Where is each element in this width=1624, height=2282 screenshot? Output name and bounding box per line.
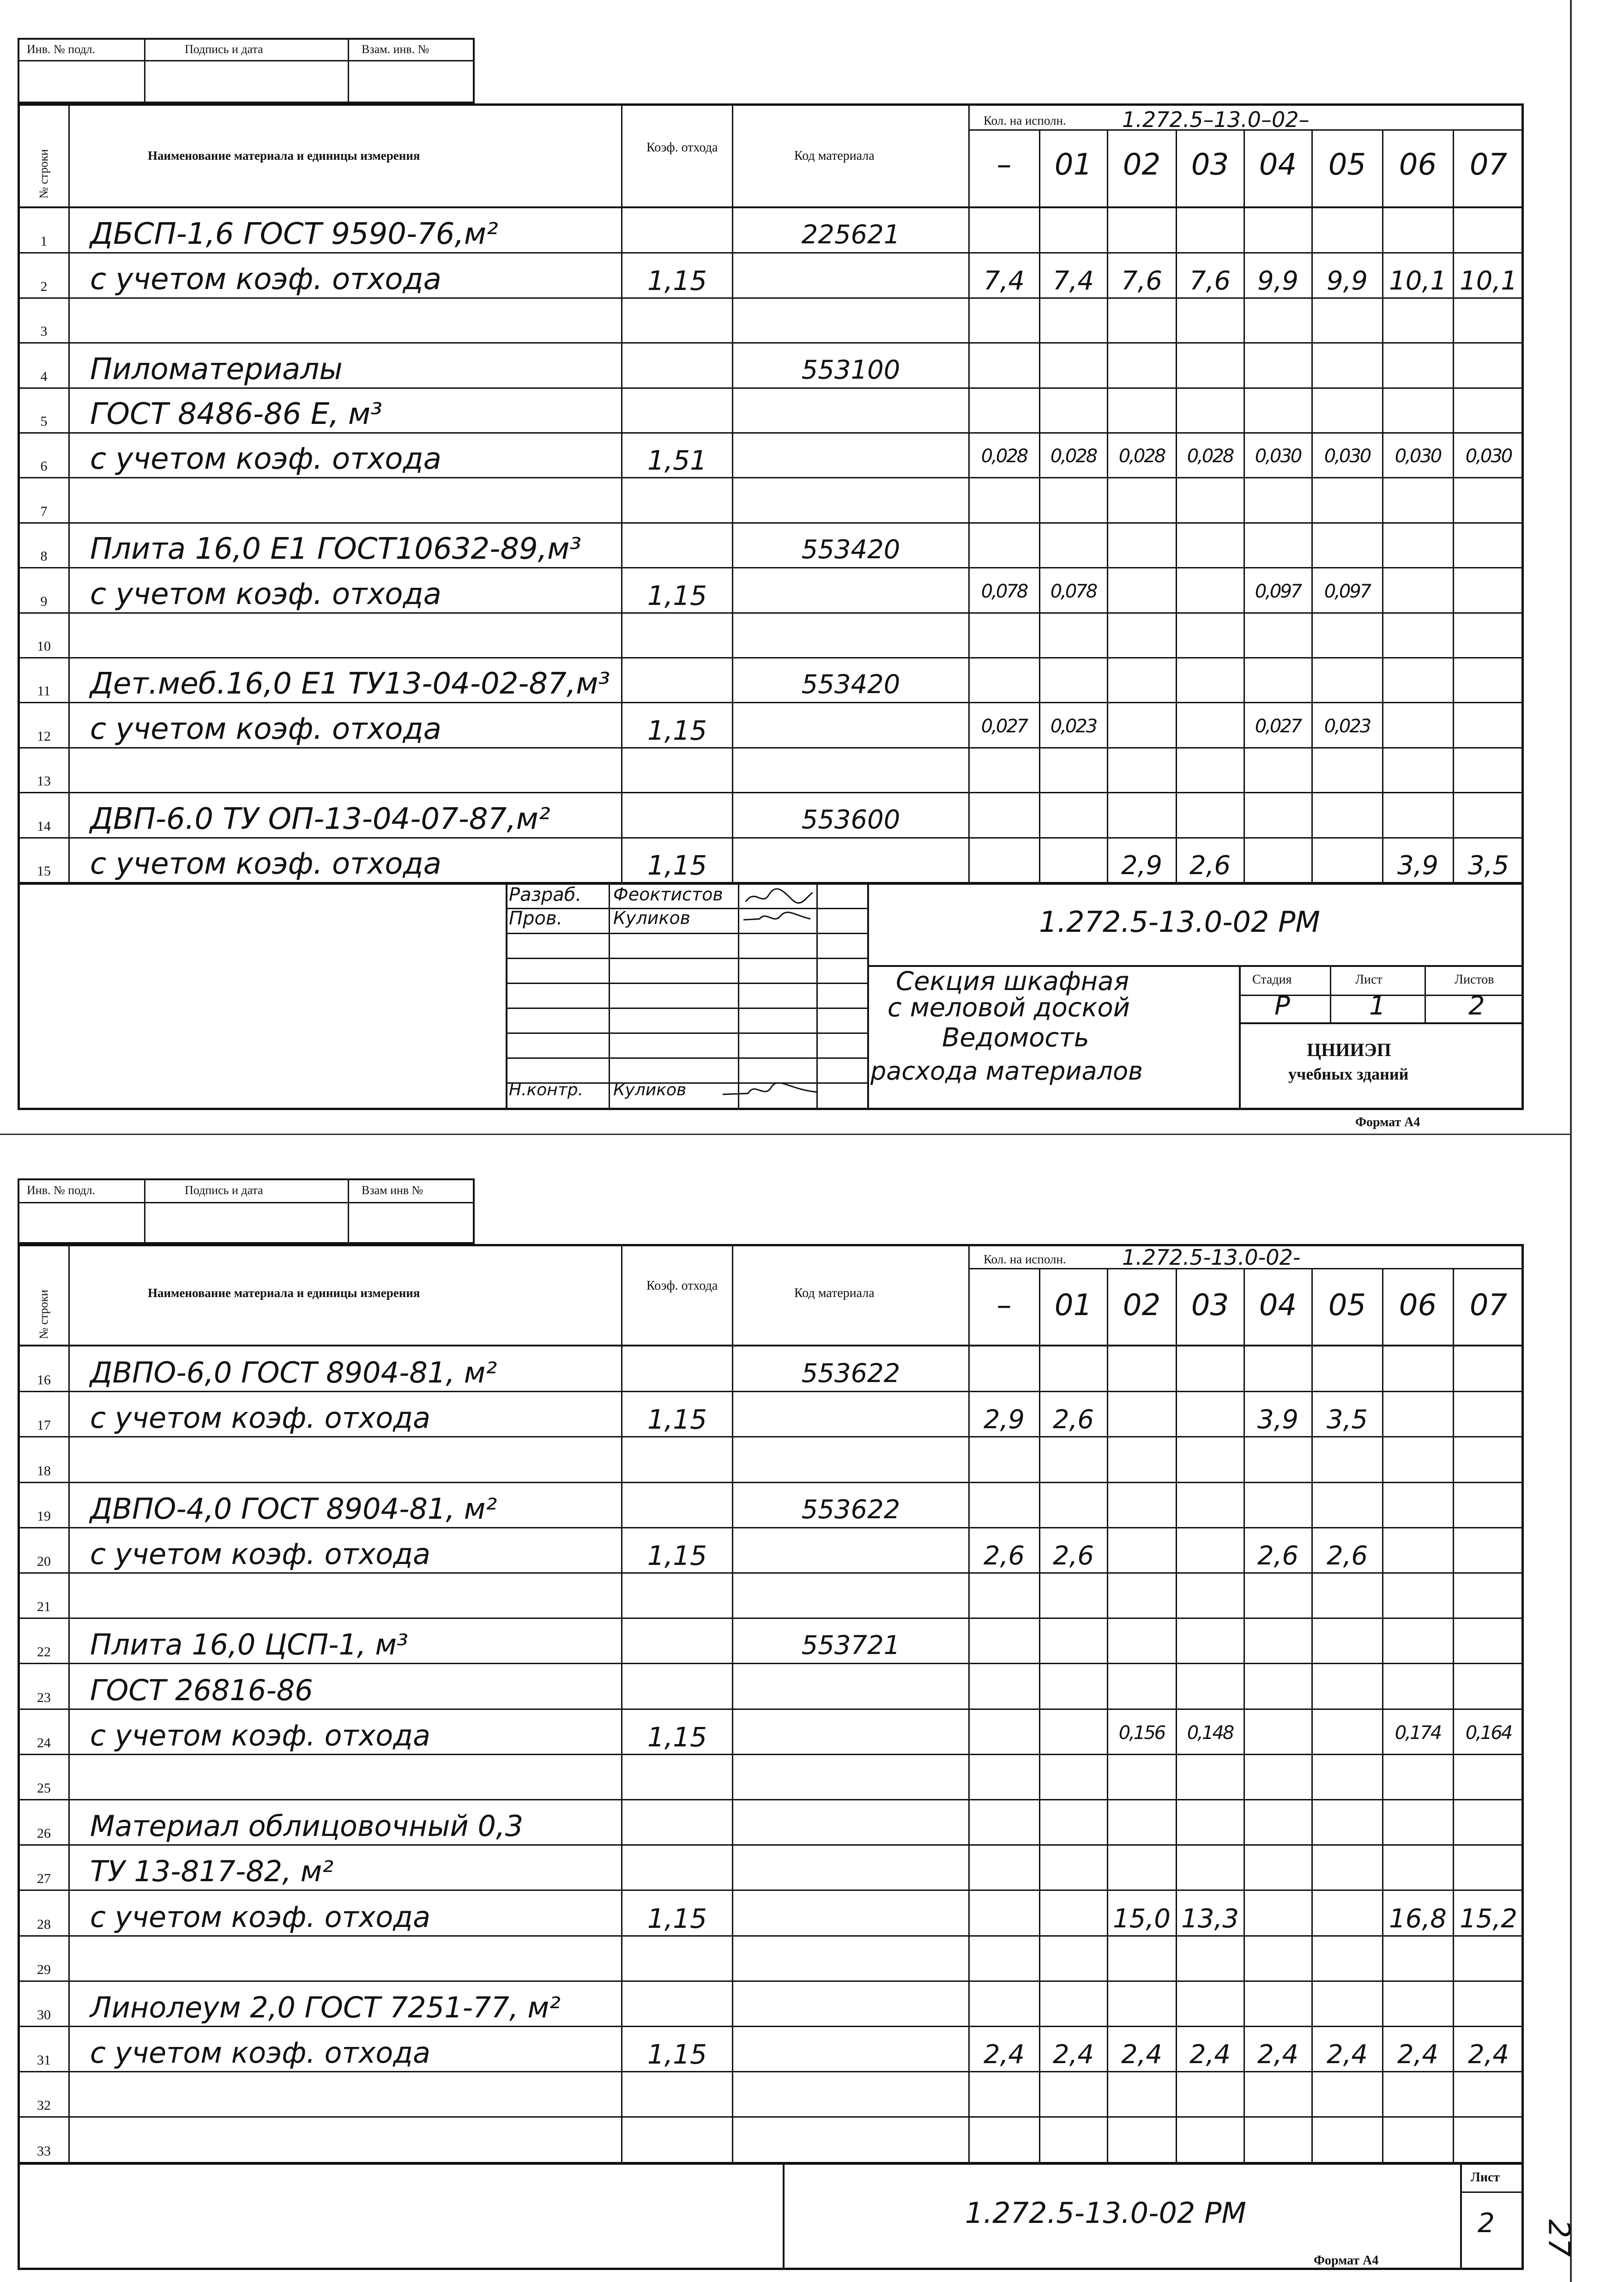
material-name: с учетом коэф. отхода [90, 847, 441, 881]
title-line-4: расхода материалов [870, 1056, 1143, 1086]
material-code: 553622 [801, 1358, 900, 1389]
row-number: 4 [40, 368, 48, 384]
sheets-label: Листов [1455, 972, 1494, 987]
quantity-cell: 0,028 [1050, 446, 1097, 467]
quantity-cell: 2,6 [1052, 1541, 1094, 1571]
waste-coefficient: 1,15 [647, 1902, 707, 1934]
quantity-cell: 7,4 [1052, 266, 1094, 296]
material-code: 553600 [801, 804, 900, 835]
quantity-cell: 9,9 [1257, 266, 1299, 296]
stamp-sign-label: Подпись и дата [185, 42, 263, 56]
row-line [18, 1799, 1524, 1800]
row-number: 5 [40, 414, 48, 429]
quantity-cell: 2,6 [1189, 851, 1231, 881]
footer-doc-code: 1.272.5-13.0-02 РМ [965, 2196, 1246, 2230]
code-header-2: Код материала [794, 1286, 875, 1300]
row-number: 31 [37, 2053, 51, 2068]
row-number: 13 [37, 773, 51, 789]
name-header-2: Наименование материала и единицы измерения [148, 1286, 420, 1300]
row-number: 15 [37, 863, 51, 879]
waste-coefficient: 1,51 [647, 445, 707, 477]
quantity-cell: 2,4 [1189, 2040, 1231, 2070]
quantity-cell: 0,156 [1118, 1722, 1165, 1744]
material-name: ДБСП-1,6 ГОСТ 9590-76,м² [90, 217, 498, 252]
material-name: Плита 16,0 ЦСП-1, м³ [90, 1628, 409, 1662]
column-header-3: 03 [1191, 148, 1229, 182]
row-number: 6 [40, 459, 48, 474]
quantity-cell: 0,097 [1324, 580, 1370, 602]
row-number: 21 [37, 1599, 51, 1615]
row-number: 30 [37, 2007, 51, 2022]
coef-header-2 [646, 1279, 718, 1293]
row-line [18, 1482, 1524, 1483]
sheet-value: 1 [1369, 991, 1386, 1021]
quantity-cell: 0,078 [1050, 580, 1097, 602]
row-number: 20 [37, 1554, 51, 1569]
quantity-cell: 0,027 [1255, 715, 1301, 737]
quantity-cell: 0,028 [1118, 446, 1165, 467]
footer-format: Формат А4 [1314, 2253, 1379, 2268]
qty-doc: 1.272.5–13.0–02– [1122, 107, 1310, 132]
material-name: ГОСТ 8486-86 Е, м³ [90, 397, 382, 431]
quantity-cell: 2,9 [1121, 851, 1163, 881]
row-line [18, 2071, 1524, 2072]
quantity-cell: 15,2 [1460, 1903, 1517, 1934]
quantity-cell: 2,6 [983, 1541, 1025, 1571]
row-number: 10 [37, 639, 51, 654]
quantity-cell: 0,027 [981, 715, 1027, 737]
quantity-cell: 2,4 [983, 2040, 1025, 2070]
material-name: с учетом коэф. отхода [90, 712, 441, 746]
row-line [18, 1708, 1524, 1710]
row-number: 2 [40, 278, 48, 294]
stage-value: Р [1274, 991, 1290, 1021]
stage-label: Стадия [1252, 972, 1292, 987]
org-line-2: учебных зданий [1288, 1065, 1409, 1083]
row-number: 19 [37, 1508, 51, 1524]
quantity-cell: 2,9 [983, 1405, 1025, 1435]
row-line [18, 1391, 1524, 1392]
column-header-1: 01 [1054, 148, 1093, 182]
row-line [18, 1527, 1524, 1528]
quantity-cell: 13,3 [1181, 1903, 1239, 1934]
title-line-1: Секция шкафная [896, 966, 1129, 996]
row-number: 3 [40, 324, 48, 339]
quantity-cell: 0,028 [981, 446, 1027, 467]
quantity-cell: 0,148 [1187, 1722, 1233, 1744]
row-number: 23 [37, 1690, 51, 1705]
stamp2-inv-label: Инв. № подл. [27, 1183, 96, 1197]
format-label: Формат А4 [1355, 1115, 1420, 1129]
row-line [18, 1663, 1524, 1664]
quantity-cell: 3,9 [1397, 851, 1439, 881]
column-header-7: 07 [1469, 1288, 1508, 1322]
quantity-cell: 2,4 [1467, 2040, 1509, 2070]
row-line [18, 1618, 1524, 1619]
waste-coefficient: 1,15 [647, 1540, 707, 1571]
coef-header-2-text: Коэф. отхода [646, 1279, 718, 1293]
quantity-cell: 0,030 [1255, 446, 1301, 467]
column-header-4: 04 [1259, 1288, 1297, 1322]
qty-header-2: Кол. на исполн. [984, 1252, 1066, 1266]
row-line [18, 2116, 1524, 2118]
quantity-cell: 0,030 [1324, 446, 1370, 467]
column-header-0: – [996, 148, 1012, 182]
material-name: Плита 16,0 Е1 ГОСТ10632-89,м³ [90, 532, 582, 567]
row-number: 25 [37, 1781, 51, 1796]
row-number: 14 [37, 818, 51, 834]
row-number: 17 [37, 1418, 51, 1433]
material-name: ДВПО-6,0 ГОСТ 8904-81, м² [90, 1356, 497, 1390]
row-line [18, 1572, 1524, 1574]
razrab-name: Феоктистов [613, 884, 723, 905]
quantity-cell: 2,4 [1052, 2040, 1094, 2070]
row-line [18, 1980, 1524, 1982]
quantity-cell: 2,4 [1397, 2040, 1439, 2070]
sheet-label: Лист [1355, 972, 1383, 987]
quantity-cell: 2,4 [1121, 2040, 1163, 2070]
column-header-7: 07 [1469, 148, 1508, 182]
row-number: 9 [40, 593, 48, 609]
quantity-cell: 0,023 [1324, 715, 1370, 737]
quantity-cell: 9,9 [1326, 266, 1368, 296]
quantity-cell: 0,030 [1395, 446, 1441, 467]
row-number: 11 [37, 683, 51, 699]
waste-coefficient: 1,15 [647, 580, 707, 611]
material-name: с учетом коэф. отхода [90, 442, 441, 477]
margin-page-number: 27 [1541, 2219, 1576, 2257]
material-name: с учетом коэф. отхода [90, 1718, 431, 1752]
quantity-cell: 2,4 [1257, 2040, 1299, 2070]
quantity-cell: 7,6 [1189, 266, 1231, 296]
row-number: 12 [37, 728, 51, 744]
nkontr-label: Н.контр. [509, 1081, 584, 1099]
quantity-cell: 10,1 [1460, 266, 1517, 296]
material-name: с учетом коэф. отхода [90, 2036, 431, 2070]
waste-coefficient: 1,15 [647, 1404, 707, 1436]
material-name: с учетом коэф. отхода [90, 577, 441, 611]
row-number: 28 [37, 1916, 51, 1932]
row-line [18, 1890, 1524, 1891]
row-line [18, 2026, 1524, 2027]
row-number: 32 [37, 2098, 51, 2113]
quantity-cell: 15,0 [1113, 1903, 1171, 1934]
quantity-cell: 0,028 [1187, 446, 1233, 467]
quantity-cell: 0,097 [1255, 580, 1301, 602]
material-name: с учетом коэф. отхода [90, 262, 441, 296]
quantity-cell: 2,6 [1326, 1541, 1368, 1571]
waste-coefficient: 1,15 [647, 2039, 707, 2071]
material-name: ГОСТ 26816-86 [90, 1673, 313, 1707]
footer-sheet-label: Лист [1471, 2170, 1500, 2185]
material-name: Линолеум 2,0 ГОСТ 7251-77, м² [90, 1991, 561, 2024]
material-code: 553100 [801, 355, 900, 385]
material-name: ДВП-6.0 ТУ ОП-13-04-07-87,м² [90, 802, 550, 836]
doc-code: 1.272.5-13.0-02 РМ [1039, 905, 1320, 939]
row-line [18, 1844, 1524, 1846]
column-header-6: 06 [1399, 148, 1437, 182]
row-number: 22 [37, 1644, 51, 1660]
row-number: 16 [37, 1372, 51, 1388]
material-name: Дет.меб.16,0 Е1 ТУ13-04-02-87,м³ [90, 667, 610, 701]
row-number: 8 [40, 549, 48, 564]
material-name: ДВПО-4,0 ГОСТ 8904-81, м² [90, 1491, 497, 1526]
waste-coefficient: 1,15 [647, 850, 707, 881]
stamp-vzam-label: Взам. инв. № [362, 42, 429, 56]
row-line [18, 1436, 1524, 1437]
rownum-header-2: № строки [37, 1289, 50, 1339]
coef-header-text: Коэф. отхода [646, 140, 718, 155]
row-number: 26 [37, 1826, 51, 1841]
column-header-5: 05 [1328, 1288, 1366, 1322]
quantity-cell: 2,6 [1257, 1541, 1299, 1571]
material-code: 553622 [801, 1494, 900, 1525]
material-name: с учетом коэф. отхода [90, 1401, 431, 1435]
quantity-cell: 0,174 [1395, 1722, 1441, 1744]
name-header: Наименование материала и единицы измерения [148, 149, 420, 163]
material-name: с учетом коэф. отхода [90, 1900, 431, 1934]
column-header-4: 04 [1259, 148, 1297, 182]
title-line-2: с меловой доской [887, 993, 1130, 1023]
material-code: 553420 [801, 535, 900, 565]
nkontr-name: Куликов [613, 1081, 687, 1099]
code-header: Код материала [794, 149, 875, 163]
quantity-cell: 0,078 [981, 580, 1027, 602]
footer-sheet-value: 2 [1478, 2207, 1495, 2239]
column-header-1: 01 [1054, 1288, 1093, 1322]
material-code: 553721 [801, 1630, 900, 1661]
material-name: с учетом коэф. отхода [90, 1537, 431, 1571]
material-name: Материал облицовочный 0,3 [90, 1809, 524, 1843]
stamp-inv-label: Инв. № подл. [27, 42, 96, 56]
quantity-cell: 0,164 [1465, 1722, 1512, 1744]
quantity-cell: 2,4 [1326, 2040, 1368, 2070]
razrab-label: Разраб. [509, 884, 582, 906]
row-line [18, 1935, 1524, 1937]
column-header-2: 02 [1123, 1288, 1161, 1322]
material-name: Пиломатериалы [90, 352, 343, 386]
quantity-cell: 3,5 [1326, 1405, 1368, 1435]
column-header-5: 05 [1328, 148, 1366, 182]
title-line-3: Ведомость [942, 1023, 1089, 1053]
material-code: 553420 [801, 670, 900, 700]
row-number: 18 [37, 1463, 51, 1479]
waste-coefficient: 1,15 [647, 714, 707, 746]
row-number: 1 [40, 234, 48, 249]
qty-doc-2: 1.272.5-13.0-02- [1122, 1245, 1301, 1270]
row-number: 29 [37, 1962, 51, 1977]
row-number: 7 [40, 503, 48, 519]
org-line-1: ЦНИИЭП [1307, 1039, 1391, 1060]
rownum-header: № строки [37, 149, 50, 199]
quantity-cell: 2,6 [1052, 1405, 1094, 1435]
quantity-cell: 3,9 [1257, 1405, 1299, 1435]
sheets-value: 2 [1468, 991, 1485, 1021]
column-header-6: 06 [1399, 1288, 1437, 1322]
quantity-cell: 0,023 [1050, 715, 1097, 737]
row-number: 24 [37, 1735, 51, 1751]
stamp2-vzam-label: Взам инв № [362, 1183, 423, 1197]
stamp2-sign-label: Подпись и дата [185, 1183, 263, 1197]
material-name: ТУ 13-817-82, м² [90, 1854, 334, 1889]
row-number: 33 [37, 2143, 51, 2159]
row-number: 27 [37, 1871, 51, 1887]
row-line [18, 1754, 1524, 1755]
material-code: 225621 [801, 220, 900, 250]
column-header-0: – [996, 1288, 1012, 1322]
quantity-cell: 0,030 [1465, 446, 1512, 467]
prov-name: Куликов [613, 908, 691, 928]
waste-coefficient: 1,15 [647, 265, 707, 296]
quantity-cell: 16,8 [1389, 1903, 1447, 1934]
quantity-cell: 3,5 [1467, 851, 1509, 881]
column-header-3: 03 [1191, 1288, 1229, 1322]
quantity-cell: 7,6 [1121, 266, 1163, 296]
prov-label: Пров. [509, 908, 563, 929]
quantity-cell: 10,1 [1389, 266, 1447, 296]
qty-header: Кол. на исполн. [984, 114, 1066, 127]
quantity-cell: 7,4 [983, 266, 1025, 296]
waste-coefficient: 1,15 [647, 1721, 707, 1753]
column-header-2: 02 [1123, 148, 1161, 182]
